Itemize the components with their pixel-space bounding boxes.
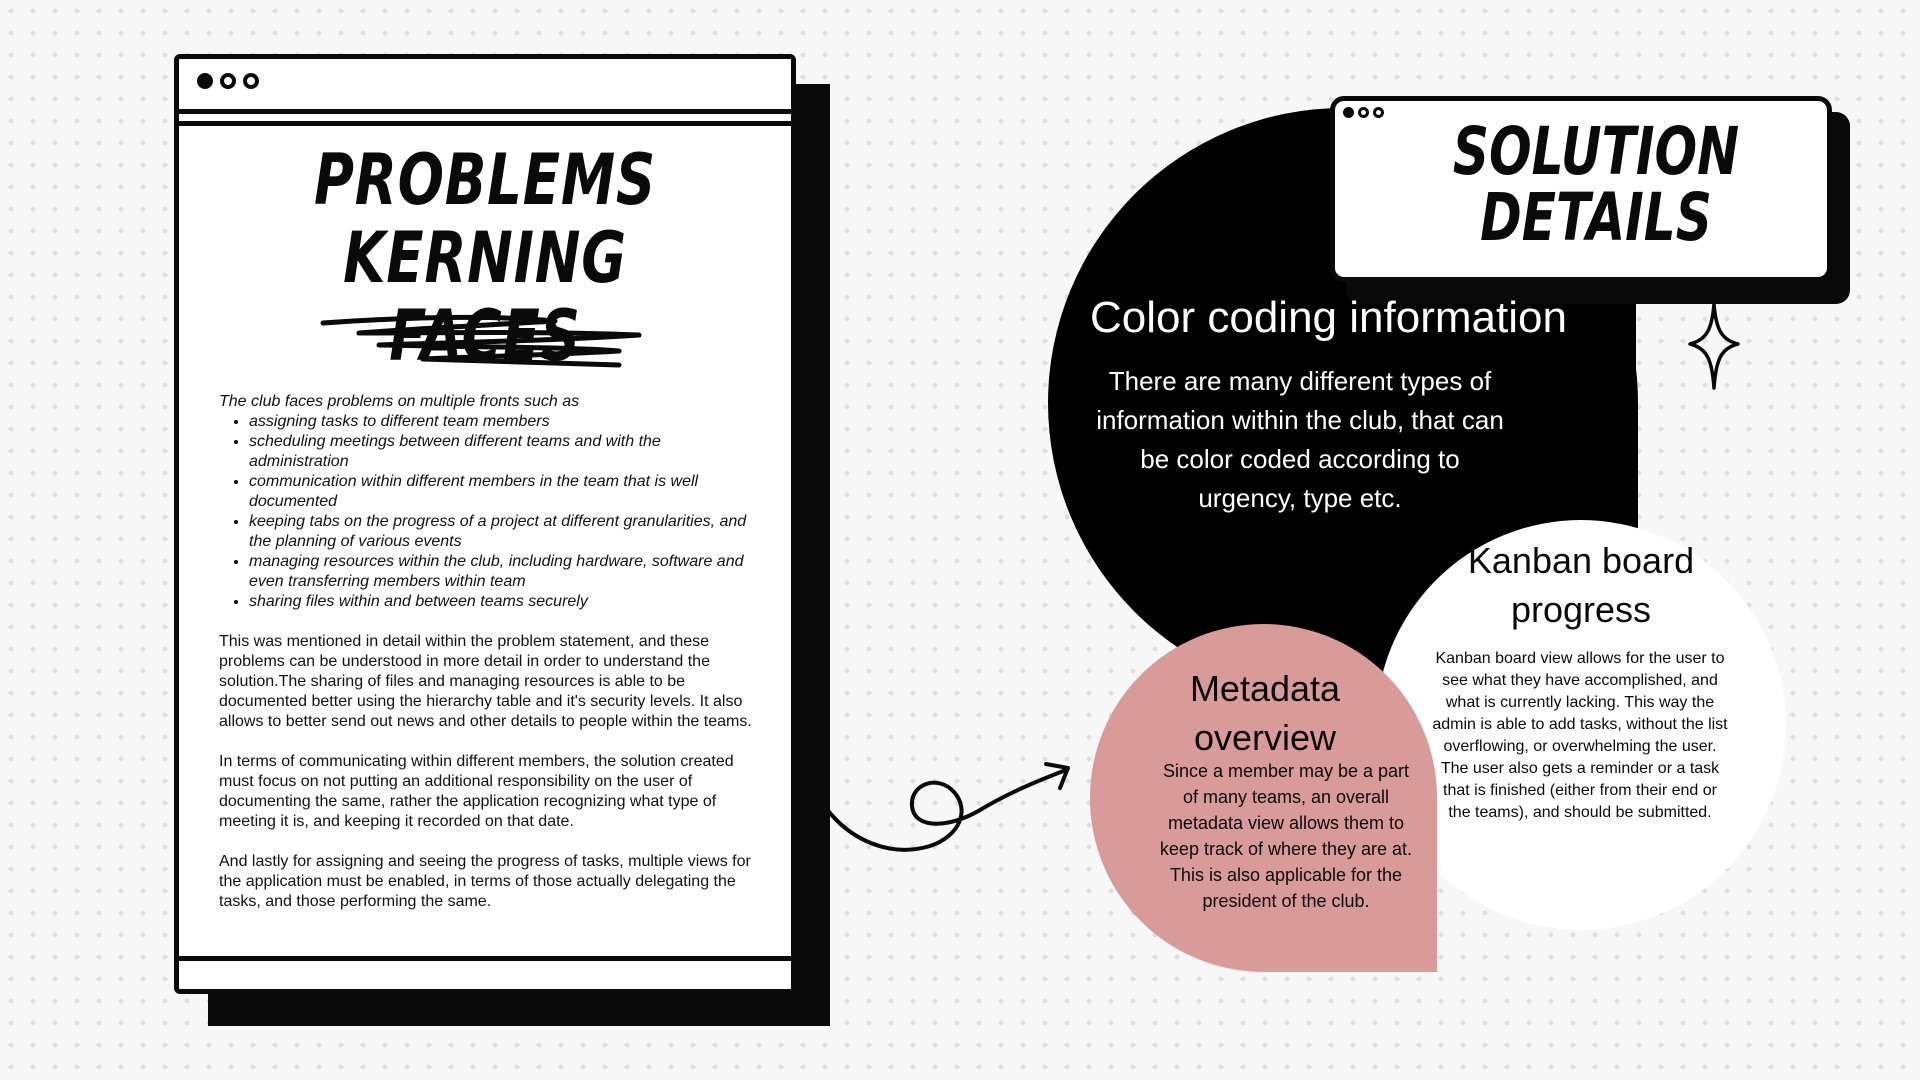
window-footer-divider — [179, 956, 791, 961]
list-item: • scheduling meetings between different teams and with the administration — [249, 432, 759, 472]
color-coding-body: There are many different types of information within the club, that can be color coded according to urgency, type etc. — [1096, 366, 1504, 513]
metadata-body: Since a member may be a part of many teams, an overall metadata view allows them to keep track of where they are at. This is also applicable for the president of the club. — [1159, 761, 1413, 911]
problems-body — [219, 392, 759, 912]
problems-intro: The club faces problems on multiple fronts such as — [219, 393, 580, 410]
scribble-underline — [319, 311, 659, 375]
problems-window — [174, 54, 796, 994]
sparkle-icon — [1686, 300, 1742, 392]
solution-title — [1420, 113, 1771, 256]
problems-list — [219, 412, 759, 612]
titlebar-divider — [179, 121, 791, 126]
problems-paragraph: In terms of communicating within different members, the solution created must focus on not putting an additional responsibility on the user of documenting the same, rather the application recognizing what type of meeting it is, and keeping it recorded on that date. — [219, 753, 734, 830]
list-item: • keeping tabs on the progress of a project at different granularities, and the planning of various events — [249, 512, 759, 552]
window-dot-icon — [1343, 107, 1354, 118]
window-dot-icon — [1373, 107, 1384, 118]
window-titlebar — [179, 59, 791, 114]
problems-paragraph: And lastly for assigning and seeing the progress of tasks, multiple views for the application must be enabled, in terms of those actually delegating the tasks, and those performing the same. — [219, 853, 751, 910]
kanban-body: Kanban board view allows for the user to see what they have accomplished, and what is currently lacking. This way the admin is able to add tasks, without the list overflowing, or overwhelming the user. The user also gets a reminder or a task that is finished (either from their end or the teams), and should be submitted. — [1432, 650, 1728, 821]
list-item: • managing resources within the club, including hardware, software and even transferring members within team — [249, 552, 759, 592]
problems-title: PROBLEMS KERNING FACES — [313, 139, 657, 377]
window-controls — [197, 73, 259, 89]
curly-arrow-icon — [820, 750, 1080, 860]
color-coding-heading: Color coding information — [1090, 293, 1567, 342]
window-controls — [1343, 107, 1384, 118]
list-item: • communication within different members in the team that is well documented — [249, 472, 759, 512]
solution-title-line: DETAILS — [1480, 179, 1712, 256]
window-dot-icon — [1358, 107, 1369, 118]
list-item: • assigning tasks to different team members — [249, 412, 759, 432]
metadata-heading: Metadata overview — [1189, 668, 1341, 758]
solution-title-line: SOLUTION — [1452, 113, 1740, 190]
kanban-heading: Kanban board progress — [1467, 540, 1695, 630]
list-item: • sharing files within and between teams securely — [249, 592, 759, 612]
window-dot-icon — [197, 73, 213, 89]
window-dot-icon — [220, 73, 236, 89]
solution-window — [1330, 96, 1832, 282]
problems-paragraph: This was mentioned in detail within the problem statement, and these problems can be understood in more detail in order to understand the solution.The sharing of files and managing resources is able to be documented better using the hierarchy table and it's security levels. It also allows to better send out news and other details to people within the teams. — [219, 633, 752, 730]
window-dot-icon — [243, 73, 259, 89]
